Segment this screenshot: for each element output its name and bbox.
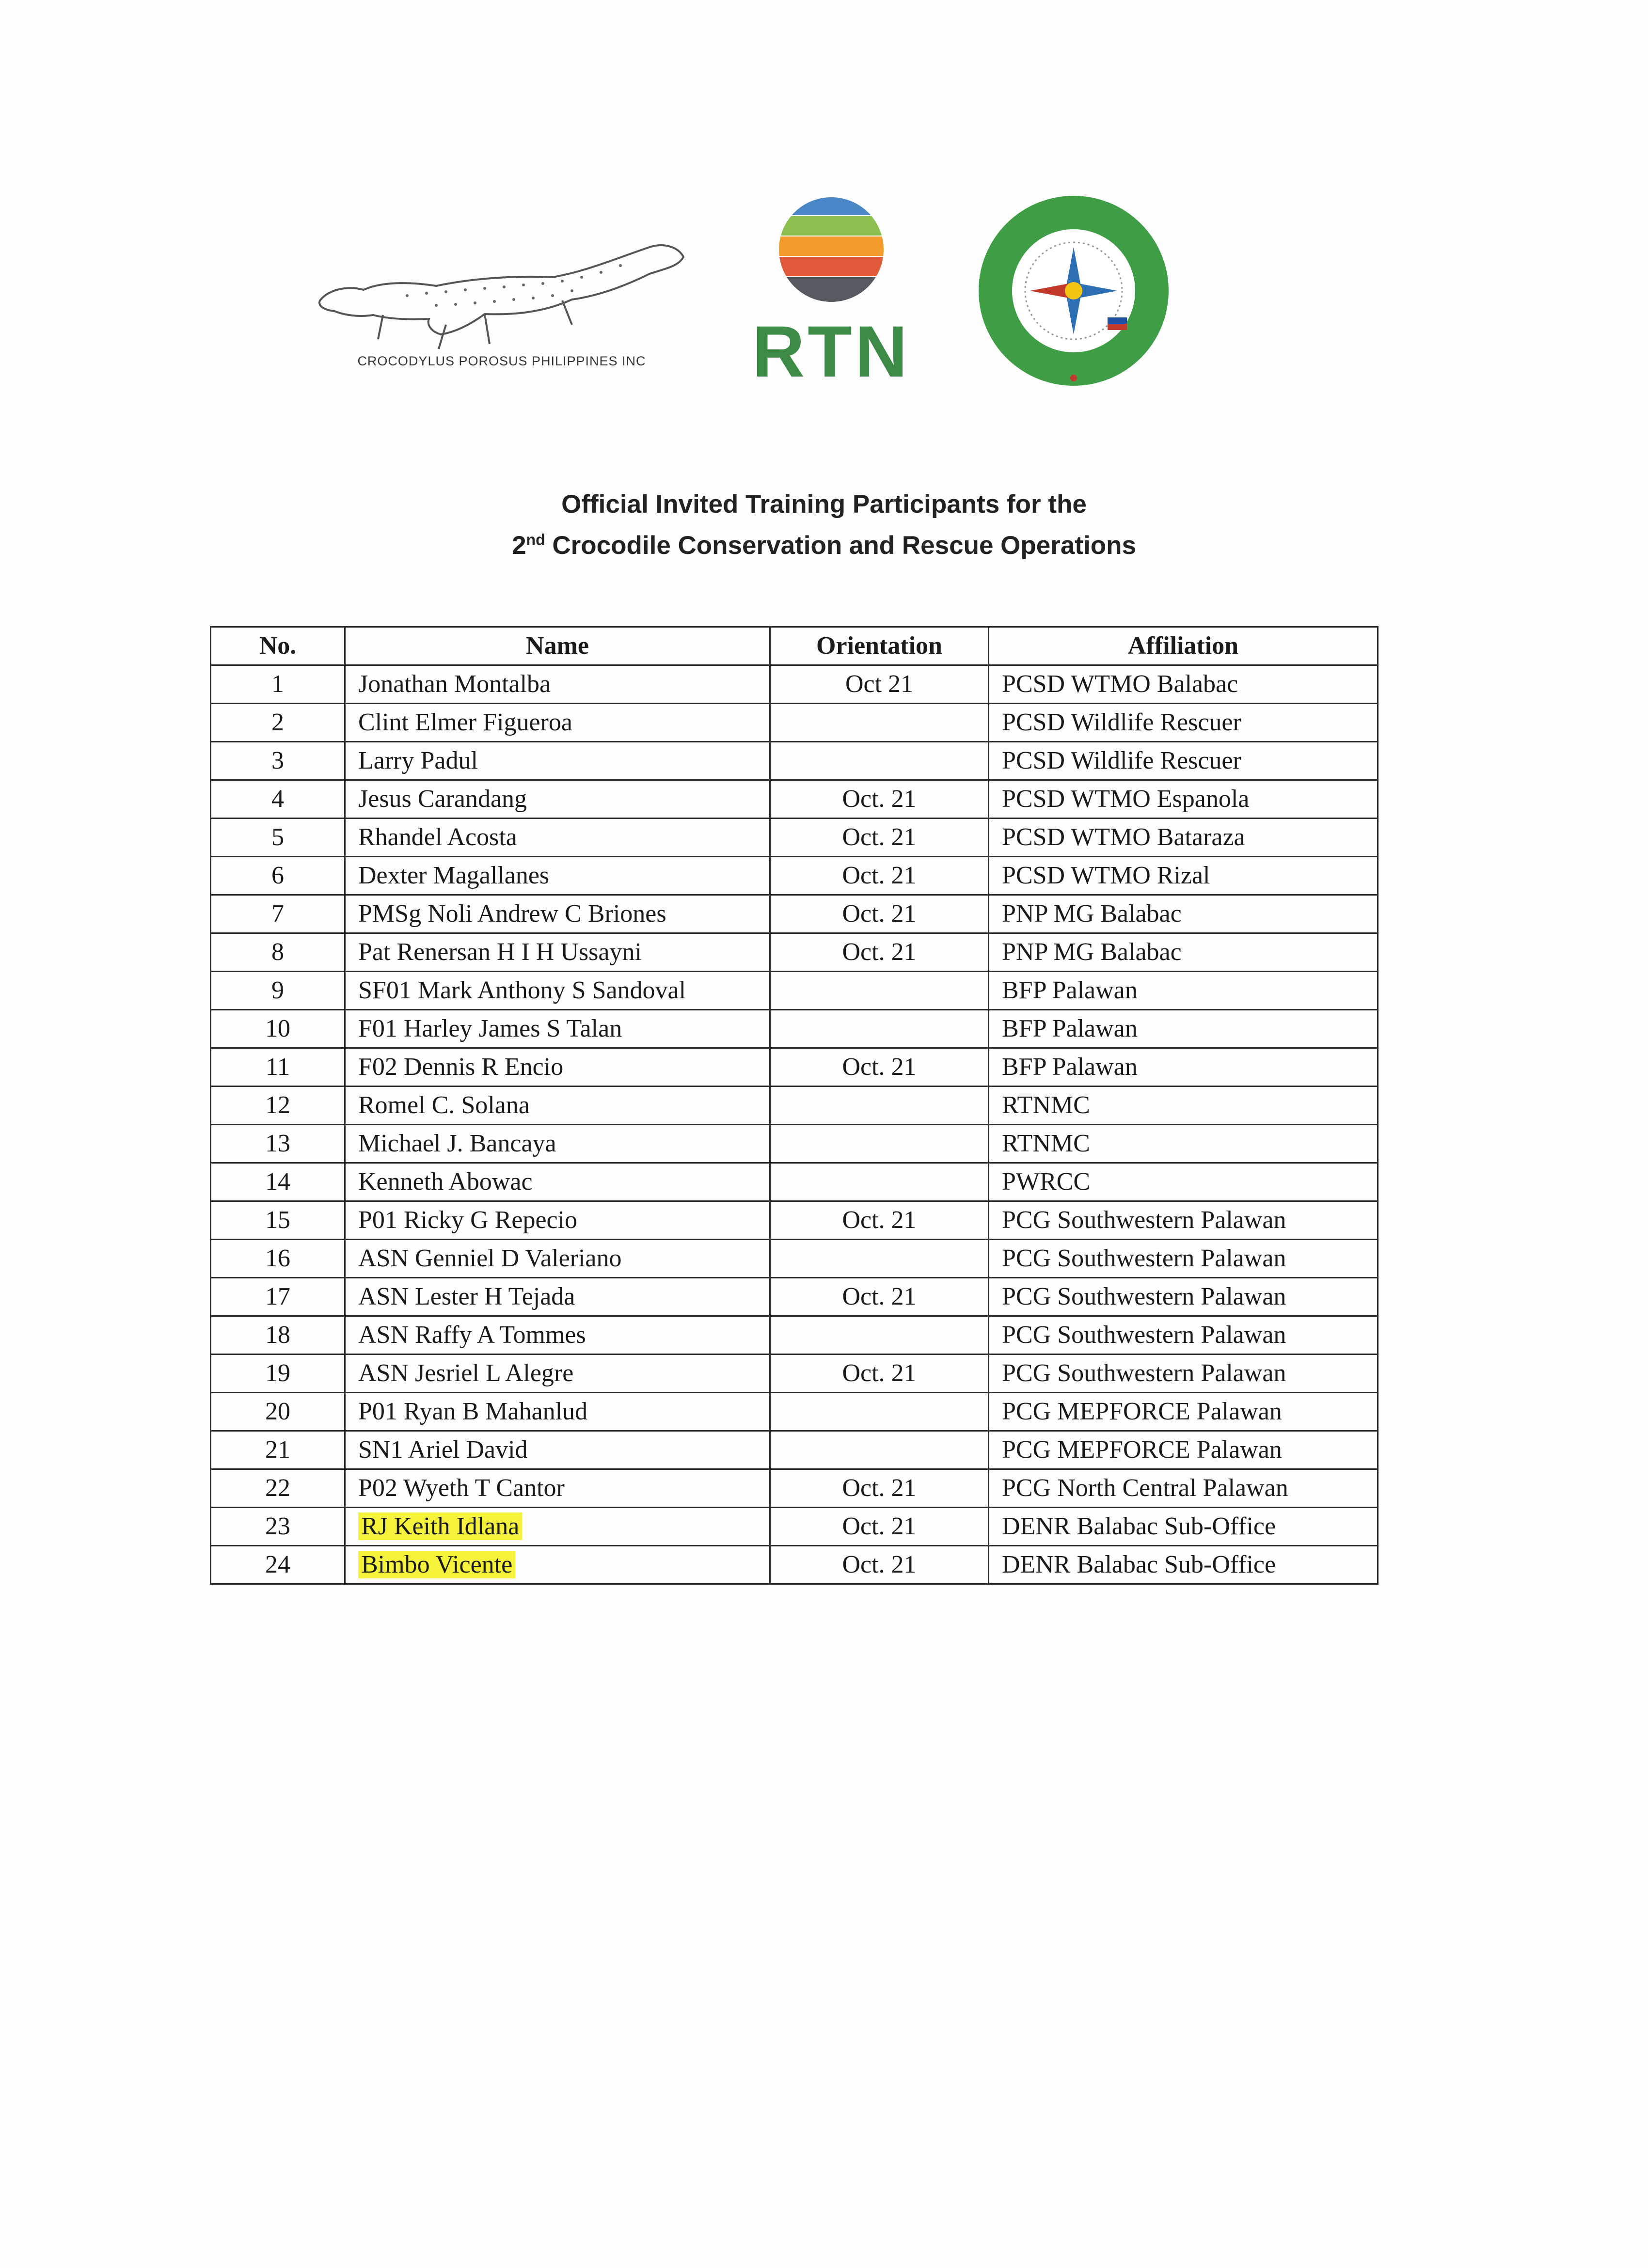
cell-number-text: 16 (265, 1244, 290, 1272)
cell-number (211, 1316, 345, 1354)
cell-number (211, 780, 345, 819)
cell-number (211, 933, 345, 972)
cell-number-text: 5 (271, 823, 284, 851)
cell-orientation-text: Oct. 21 (842, 1474, 917, 1502)
cell-number (211, 1087, 345, 1125)
cell-affiliation (989, 1393, 1378, 1431)
cell-orientation (770, 742, 989, 780)
cell-orientation (770, 1431, 989, 1469)
cell-orientation (770, 1163, 989, 1201)
cell-affiliation-text: PCSD Wildlife Rescuer (1002, 747, 1241, 774)
cell-orientation-text: Oct. 21 (842, 1283, 917, 1310)
cell-name (345, 780, 770, 819)
cell-affiliation-text: PWRCC (1002, 1168, 1091, 1196)
cell-affiliation (989, 1508, 1378, 1546)
cell-number-text: 3 (271, 747, 284, 774)
cell-orientation-text: Oct. 21 (842, 1053, 917, 1081)
cell-affiliation-text: PCSD WTMO Espanola (1002, 785, 1250, 813)
cell-number-text: 18 (265, 1321, 290, 1349)
cell-affiliation (989, 1240, 1378, 1278)
wilderness-search-rescue-logo (977, 194, 1171, 388)
cell-orientation-text: Oct. 21 (842, 1359, 917, 1387)
cell-number (211, 1469, 345, 1508)
cell-number-text: 13 (265, 1130, 290, 1157)
cell-number (211, 742, 345, 780)
table-header-row (211, 627, 1378, 665)
cell-name (345, 1010, 770, 1048)
cell-affiliation-text: PCG North Central Palawan (1002, 1474, 1288, 1502)
cell-name-text: Larry Padul (358, 747, 478, 774)
table-row (211, 1125, 1378, 1163)
cell-orientation (770, 1087, 989, 1125)
cell-affiliation-text: DENR Balabac Sub-Office (1002, 1512, 1276, 1540)
cell-affiliation-text: BFP Palawan (1002, 976, 1138, 1004)
cell-number (211, 819, 345, 857)
cell-affiliation-text: RTNMC (1002, 1130, 1090, 1157)
table-row (211, 742, 1378, 780)
cell-orientation (770, 780, 989, 819)
cell-affiliation-text: PCG Southwestern Palawan (1002, 1283, 1286, 1310)
rtn-logo-mark (778, 194, 885, 305)
cell-affiliation-text: PCG MEPFORCE Palawan (1002, 1398, 1282, 1425)
table-row (211, 1240, 1378, 1278)
cell-number (211, 1354, 345, 1393)
cell-name (345, 1316, 770, 1354)
cell-name-text: SF01 Mark Anthony S Sandoval (358, 976, 686, 1004)
cell-name-text: F02 Dennis R Encio (358, 1053, 564, 1081)
cell-affiliation-text: RTNMC (1002, 1091, 1090, 1119)
cell-affiliation (989, 1546, 1378, 1584)
cell-affiliation (989, 1278, 1378, 1316)
cell-affiliation (989, 972, 1378, 1010)
cell-orientation-text: Oct. 21 (842, 1206, 917, 1234)
cell-number (211, 1546, 345, 1584)
cell-orientation-text: Oct. 21 (842, 900, 917, 928)
cell-orientation (770, 1125, 989, 1163)
cell-number-text: 10 (265, 1015, 290, 1042)
cell-name-text: Jesus Carandang (358, 785, 527, 813)
table-row (211, 1048, 1378, 1087)
cell-affiliation (989, 895, 1378, 933)
cell-affiliation-text: PCSD WTMO Bataraza (1002, 823, 1245, 851)
cell-affiliation-text: PCG Southwestern Palawan (1002, 1206, 1286, 1234)
cell-orientation (770, 704, 989, 742)
cell-name-text: ASN Jesriel L Alegre (358, 1359, 574, 1387)
cell-number-text: 14 (265, 1168, 290, 1196)
cell-name (345, 895, 770, 933)
cell-affiliation-text: BFP Palawan (1002, 1015, 1138, 1042)
document-title: Official Invited Training Participants for the (561, 490, 1087, 519)
cell-orientation (770, 819, 989, 857)
cell-affiliation-text: PCG MEPFORCE Palawan (1002, 1436, 1282, 1464)
cell-number-text: 2 (271, 709, 284, 736)
cell-number-text: 15 (265, 1206, 290, 1234)
cell-number (211, 1508, 345, 1546)
table-row (211, 1508, 1378, 1546)
subtitle-ordinal: 2 (512, 531, 526, 560)
table-row (211, 1469, 1378, 1508)
cell-number (211, 1201, 345, 1240)
cell-number-text: 21 (265, 1436, 290, 1464)
cell-number (211, 704, 345, 742)
cell-affiliation (989, 1163, 1378, 1201)
subtitle-ordinal-suffix: nd (526, 531, 545, 549)
cell-name (345, 1048, 770, 1087)
cell-orientation (770, 1010, 989, 1048)
cell-name-text: SN1 Ariel David (358, 1436, 528, 1464)
table-row (211, 780, 1378, 819)
cell-number (211, 1010, 345, 1048)
cell-orientation (770, 1201, 989, 1240)
cell-affiliation-text: PNP MG Balabac (1002, 938, 1182, 966)
logo-header (0, 0, 1648, 436)
cell-name (345, 665, 770, 704)
cell-number-text: 11 (265, 1053, 290, 1081)
cell-name-text: ASN Genniel D Valeriano (358, 1244, 622, 1272)
cell-affiliation-text: PCSD WTMO Balabac (1002, 670, 1238, 698)
cell-number (211, 1431, 345, 1469)
cell-number (211, 1048, 345, 1087)
cell-affiliation-text: DENR Balabac Sub-Office (1002, 1551, 1276, 1578)
cell-affiliation (989, 704, 1378, 742)
cell-number-text: 8 (271, 938, 284, 966)
cell-orientation-text: Oct. 21 (842, 1512, 917, 1540)
cell-name (345, 1508, 770, 1546)
cell-orientation (770, 933, 989, 972)
cell-name (345, 1546, 770, 1584)
cell-name (345, 857, 770, 895)
cell-orientation (770, 1546, 989, 1584)
cell-name-text: P02 Wyeth T Cantor (358, 1474, 565, 1502)
cell-orientation-text: Oct 21 (845, 670, 914, 698)
cell-number-text: 4 (271, 785, 284, 813)
cell-orientation-text: Oct. 21 (842, 938, 917, 966)
cell-orientation (770, 1316, 989, 1354)
cell-number-text: 12 (265, 1091, 290, 1119)
cell-affiliation (989, 1048, 1378, 1087)
cell-number-text: 1 (271, 670, 284, 698)
cell-name-text: Rhandel Acosta (358, 823, 517, 851)
cell-affiliation (989, 1125, 1378, 1163)
column-header-orientation: Orientation (770, 627, 989, 665)
cell-number (211, 857, 345, 895)
table-row (211, 933, 1378, 972)
table-row (211, 857, 1378, 895)
column-header-name: Name (345, 627, 770, 665)
document-subtitle (0, 531, 1648, 560)
cell-affiliation (989, 933, 1378, 972)
column-header-affiliation: Affiliation (989, 627, 1378, 665)
cell-orientation (770, 665, 989, 704)
cell-name (345, 972, 770, 1010)
cell-orientation (770, 1278, 989, 1316)
cell-orientation (770, 1240, 989, 1278)
table-row (211, 1163, 1378, 1201)
cell-name-text: PMSg Noli Andrew C Briones (358, 900, 666, 928)
cell-name-text: Michael J. Bancaya (358, 1130, 556, 1157)
table-body (211, 665, 1378, 1584)
cell-affiliation-text: PNP MG Balabac (1002, 900, 1182, 928)
cell-orientation-text: Oct. 21 (842, 1551, 917, 1578)
cell-affiliation-text: PCSD WTMO Rizal (1002, 862, 1210, 889)
cell-number-text: 7 (271, 900, 284, 928)
cell-name (345, 1087, 770, 1125)
cell-name-text: Bimbo Vicente (358, 1551, 515, 1578)
cell-name (345, 933, 770, 972)
table-row (211, 1393, 1378, 1431)
cell-name (345, 1201, 770, 1240)
cell-number-text: 6 (271, 862, 284, 889)
cell-orientation (770, 1508, 989, 1546)
cell-affiliation (989, 665, 1378, 704)
cell-affiliation (989, 1469, 1378, 1508)
cell-name (345, 1469, 770, 1508)
cell-name-text: ASN Raffy A Tommes (358, 1321, 586, 1349)
table-row (211, 1278, 1378, 1316)
cell-affiliation (989, 1431, 1378, 1469)
table-row (211, 1546, 1378, 1584)
table-row (211, 1316, 1378, 1354)
cell-name-text: Kenneth Abowac (358, 1168, 533, 1196)
cell-number-text: 24 (265, 1551, 290, 1578)
cell-name (345, 1163, 770, 1201)
cell-orientation-text: Oct. 21 (842, 823, 917, 851)
cell-name (345, 704, 770, 742)
cell-orientation-text: Oct. 21 (842, 862, 917, 889)
cell-name-text: F01 Harley James S Talan (358, 1015, 622, 1042)
cell-name (345, 1393, 770, 1431)
cell-number (211, 1240, 345, 1278)
subtitle-text: Crocodile Conservation and Rescue Operations (545, 531, 1136, 560)
cell-name (345, 1278, 770, 1316)
cell-number (211, 1278, 345, 1316)
cell-affiliation-text: PCG Southwestern Palawan (1002, 1321, 1286, 1349)
cell-number-text: 22 (265, 1474, 290, 1502)
cell-name-text: Dexter Magallanes (358, 862, 550, 889)
cell-affiliation (989, 1354, 1378, 1393)
cell-name (345, 742, 770, 780)
cell-number-text: 23 (265, 1512, 290, 1540)
cell-name-text: P01 Ryan B Mahanlud (358, 1398, 588, 1425)
cell-orientation (770, 1393, 989, 1431)
cell-name (345, 1240, 770, 1278)
cell-affiliation (989, 742, 1378, 780)
cell-name-text: ASN Lester H Tejada (358, 1283, 575, 1310)
cell-name-text: Clint Elmer Figueroa (358, 709, 572, 736)
rtn-logo-text: RTN (752, 311, 911, 392)
cell-number (211, 895, 345, 933)
cell-affiliation (989, 819, 1378, 857)
cell-number (211, 972, 345, 1010)
table-row (211, 1087, 1378, 1125)
cell-number-text: 17 (265, 1283, 290, 1310)
crocodile-logo-caption: CROCODYLUS POROSUS PHILIPPINES INC (357, 354, 646, 368)
cell-affiliation (989, 1316, 1378, 1354)
table-row (211, 1201, 1378, 1240)
cell-affiliation (989, 857, 1378, 895)
cell-orientation (770, 972, 989, 1010)
cell-orientation-text: Oct. 21 (842, 785, 917, 813)
cell-affiliation (989, 1087, 1378, 1125)
cell-orientation (770, 1354, 989, 1393)
cell-name (345, 819, 770, 857)
cell-orientation (770, 1048, 989, 1087)
cell-orientation (770, 895, 989, 933)
cell-number (211, 1125, 345, 1163)
cell-affiliation (989, 1201, 1378, 1240)
cell-orientation (770, 857, 989, 895)
cell-name-text: P01 Ricky G Repecio (358, 1206, 578, 1234)
cell-name (345, 1431, 770, 1469)
cell-affiliation-text: PCG Southwestern Palawan (1002, 1244, 1286, 1272)
cell-affiliation (989, 1010, 1378, 1048)
cell-affiliation-text: BFP Palawan (1002, 1053, 1138, 1081)
cell-name (345, 1125, 770, 1163)
cell-number (211, 1393, 345, 1431)
table-row (211, 895, 1378, 933)
cell-number-text: 20 (265, 1398, 290, 1425)
cell-name-text: RJ Keith Idlana (358, 1512, 522, 1540)
cell-number-text: 9 (271, 976, 284, 1004)
cell-name-text: Jonathan Montalba (358, 670, 551, 698)
table-row (211, 819, 1378, 857)
cell-number-text: 19 (265, 1359, 290, 1387)
cell-number (211, 665, 345, 704)
cell-number (211, 1163, 345, 1201)
cell-affiliation (989, 780, 1378, 819)
table-row (211, 972, 1378, 1010)
cell-affiliation-text: PCSD Wildlife Rescuer (1002, 709, 1241, 736)
cell-name (345, 1354, 770, 1393)
table-row (211, 1010, 1378, 1048)
cell-name-text: Romel C. Solana (358, 1091, 530, 1119)
participants-table (210, 626, 1379, 1585)
table-row (211, 1354, 1378, 1393)
cell-orientation (770, 1469, 989, 1508)
cell-affiliation-text: PCG Southwestern Palawan (1002, 1359, 1286, 1387)
column-header-no: No. (211, 627, 345, 665)
table-row (211, 704, 1378, 742)
table-row (211, 1431, 1378, 1469)
cell-name-text: Pat Renersan H I H Ussayni (358, 938, 642, 966)
table-row (211, 665, 1378, 704)
